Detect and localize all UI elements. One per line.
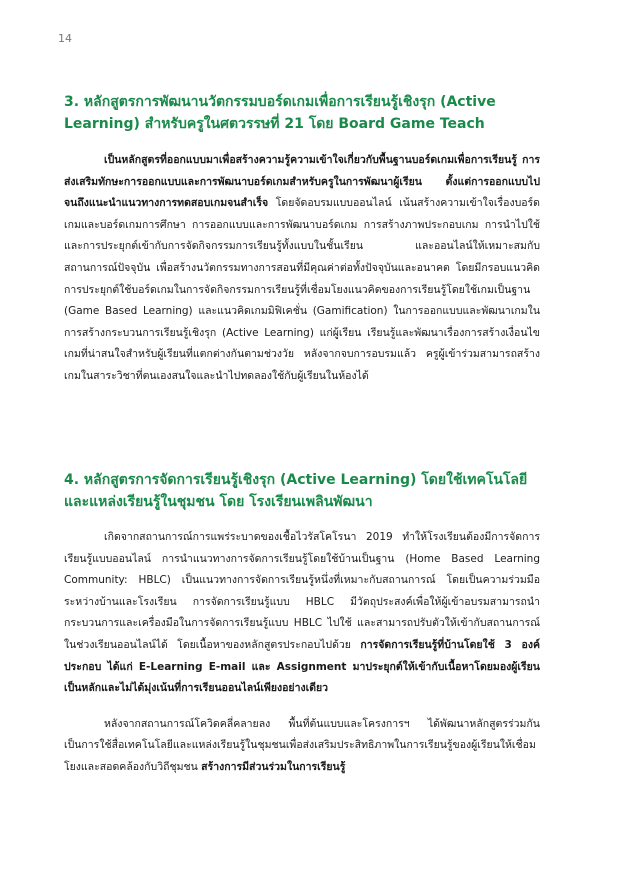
section-4-paragraph-2-text: หลังจากสถานการณ์โควิดคลี่คลายลง พื้นที่ต้นแบบและโครงการฯ ได้พัฒนาหลักสูตรร่วมกันเป็นการใช้สื่อเทคโนโลยีและแหล่งเรียนรู้ในชุมชนเพื่อส่งเสริมประสิทธิภาพในการเรียนรู้ของผู้เรียนให้เชื่อมโยงและสอดคล้องกับวิถีชุมชน (64, 717, 540, 773)
page-number: 14 (58, 32, 72, 45)
section-4-paragraph-1 (64, 527, 540, 700)
section-4-body (64, 527, 540, 779)
section-4-paragraph-2-bold: สร้างการมีส่วนร่วมในการเรียนรู้ (201, 760, 346, 773)
section-4-paragraph-1-text: เกิดจากสถานการณ์การแพร่ระบาดของเชื้อไวรัสโคโรนา 2019 ทำให้โรงเรียนต้องมีการจัดการเรียนรู้แบบออนไลน์ การนำแนวทางการจัดการเรียนรู้โดยใช้บ้านเป็นฐาน (Home Based Learning Community: HBLC) เป็นแนวทางการจัดการเรียนรู้หนึ่งที่เหมาะกับสถานการณ์ โดยเป็นความร่วมมือระหว่างบ้านและโรงเรียน การจัดการเรียนรู้แบบ HBLC มีวัตถุประสงค์เพื่อให้ผู้เข้าอบรมสามารถนำกระบวนการและเครื่องมือในการจัดการเรียนรู้แบบ HBLC ไปใช้ และสามารถปรับตัวให้เข้ากับสถานการณ์ในช่วงเรียนออนไลน์ได้ โดยเนื้อหาของหลักสูตรประกอบไปด้วย (64, 531, 540, 651)
section-4-paragraph-2 (64, 714, 540, 779)
section-3-paragraph (64, 150, 540, 388)
section-3-body (64, 150, 540, 388)
section-3-text: โดยจัดอบรมแบบออนไลน์ เน้นสร้างความเข้าใจเรื่องบอร์ดเกมและบอร์ดเกมการศึกษา การออกแบบและการพัฒนาบอร์ดเกม การสร้างภาพประกอบเกม การนำไปใช้ และการประยุกต์เข้ากับการจัดกิจกรรมการเรียนรู้ทั้งแบบในชั้นเรียน และออนไลน์ให้เหมาะสมกับสถานการณ์ปัจจุบัน เพื่อสร้างนวัตกรรมทางการสอนที่มีคุณค่าต่อทั้งปัจจุบันและอนาคต โดยมีกรอบแนวคิดการประยุกต์ใช้บอร์ดเกมในการจัดกิจกรรมการเรียนรู้ที่เชื่อมโยงแนวคิดของการเรียนรู้โดยใช้เกมเป็นฐาน (Game Based Learning) และแนวคิดเกมมิฟิเคชั่น (Gamification) ในการออกแบบและพัฒนาเกมในการสร้างกระบวนการเรียนรู้เชิงรุก (Active Learning) แก่ผู้เรียน เรียนรู้และพัฒนาเรื่องการสร้างเงื่อนไขเกมที่น่าสนใจสำหรับผู้เรียนที่แตกต่างกันตามช่วงวัย หลังจากจบการอบรมแล้ว ครูผู้เข้าร่วมสามารถสร้างเกมในสาระวิชาที่ตนเองสนใจและนำไปทดลองใช้กับผู้เรียนในห้องได้ (64, 197, 540, 382)
section-4-paragraph-1-bold: การจัดการเรียนรู้ที่บ้านโดยใช้ 3 องค์ประกอบ ได้แก่ E-Learning E-mail และ Assignment มาประยุกต์ให้เข้ากับเนื้อหาโดยมองผู้เรียนเป็นหลักและไม่ได้มุ่งเน้นที่การเรียนออนไลน์เพียงอย่างเดียว (64, 638, 540, 695)
section-3-heading: 3. หลักสูตรการพัฒนานวัตกรรมบอร์ดเกมเพื่อการเรียนรู้เชิงรุก (Active Learning) สำหรับครูในศตวรรษที่ 21 โดย Board Game Teach (64, 94, 496, 132)
section-3-bold-lead: เป็นหลักสูตรที่ออกแบบมาเพื่อสร้างความรู้ความเข้าใจเกี่ยวกับพื้นฐานบอร์ดเกมเพื่อการเรียนรู้ การส่งเสริมทักษะการออกแบบและการพัฒนาบอร์ดเกมสำหรับครูในการพัฒนาผู้เรียน ตั้งแต่การออกแบบไปจนถึงแนะนำแนวทางการทดสอบเกมจนสำเร็จ (64, 154, 540, 210)
section-4-heading: 4. หลักสูตรการจัดการเรียนรู้เชิงรุก (Active Learning) โดยใช้เทคโนโลยีและแหล่งเรียนรู้ในชุมชน โดย โรงเรียนเพลินพัฒนา (64, 472, 528, 510)
